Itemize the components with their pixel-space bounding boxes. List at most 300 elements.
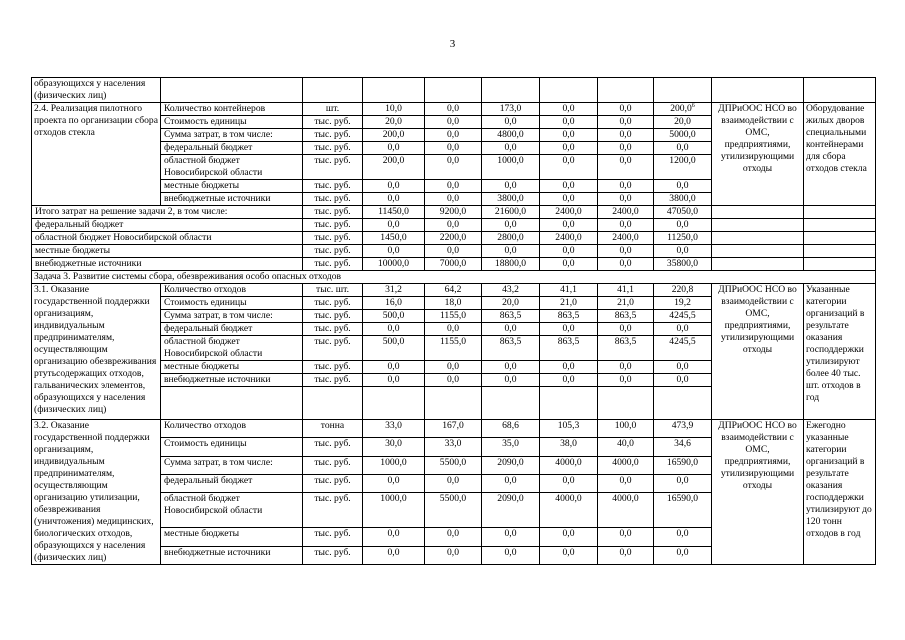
value: 0,0 <box>447 546 459 558</box>
empty-cell <box>804 232 876 245</box>
value: 30,0 <box>385 438 402 450</box>
value: 0,0 <box>562 193 575 204</box>
total-label: внебюджетные источники <box>32 258 303 271</box>
value: 0,0 <box>540 219 598 232</box>
value: 41,1 <box>560 284 577 295</box>
value-cell <box>654 297 712 310</box>
value-cell <box>425 129 482 142</box>
value-cell <box>425 310 482 323</box>
value: 20,0 <box>674 116 691 127</box>
value-cell <box>654 116 712 129</box>
indicator: областной бюджет Новосибирской области <box>161 155 303 180</box>
value: 2400,0 <box>540 206 598 219</box>
indicator: Стоимость единицы <box>161 297 303 310</box>
value-cell <box>540 284 598 297</box>
indicator: областной бюджет Новосибирской области <box>161 336 303 361</box>
value-cell <box>425 116 482 129</box>
indicator: федеральный бюджет <box>161 323 303 336</box>
measure-title: 2.4. Реализация пилотного проекта по организации сбора отходов стекла <box>32 103 161 206</box>
value-cell <box>598 129 654 142</box>
value: 0,0 <box>598 245 654 258</box>
unit: тыс. руб. <box>303 528 363 546</box>
value-cell <box>540 528 598 546</box>
value-cell <box>482 284 540 297</box>
value-cell <box>482 155 540 180</box>
unit: тыс. руб. <box>303 474 363 492</box>
unit: тыс. руб. <box>303 193 363 206</box>
unit: тыс. шт. <box>303 284 363 297</box>
value: 2400,0 <box>598 232 654 245</box>
value-cell <box>482 361 540 374</box>
value-cell <box>598 193 654 206</box>
value-cell <box>363 116 425 129</box>
unit: тыс. руб. <box>303 219 363 232</box>
value: 0,0 <box>363 219 425 232</box>
table-row <box>32 258 876 271</box>
value: 0,0 <box>387 474 400 486</box>
value-cell <box>363 456 425 474</box>
value-cell <box>482 336 540 361</box>
unit: тыс. руб. <box>303 245 363 258</box>
unit: тыс. руб. <box>303 180 363 193</box>
measure-title: 3.1. Оказание государственной поддержки организациям, индивидуальным предпринимателям, осуществляющим организацию обезвреживания ртутьсодержащих отходов, гальванических элементов, образующихся у населения (физических лиц) <box>32 284 161 420</box>
value-cell <box>363 336 425 361</box>
value-cell <box>598 456 654 474</box>
empty-cell <box>712 206 804 219</box>
value: 0,0 <box>562 528 575 540</box>
empty-cell <box>482 78 540 103</box>
value-cell <box>540 420 598 438</box>
value: 0,0 <box>447 193 459 204</box>
unit: тыс. руб. <box>303 438 363 456</box>
empty-cell <box>363 78 425 103</box>
value: 0,0 <box>447 103 459 114</box>
value: 0,0 <box>504 374 517 385</box>
value: 863,5 <box>614 336 637 347</box>
value: 0,0 <box>562 116 575 127</box>
value-cell <box>540 193 598 206</box>
value: 1000,0 <box>497 155 524 166</box>
empty-cell <box>482 387 540 420</box>
unit: тыс. руб. <box>303 361 363 374</box>
indicator: Сумма затрат, в том числе: <box>161 456 303 474</box>
value: 0,0 <box>619 361 632 372</box>
value-cell <box>425 142 482 155</box>
value: 4000,0 <box>612 456 639 468</box>
value: 0,0 <box>676 374 689 385</box>
value: 200,0 <box>382 129 405 140</box>
value: 167,0 <box>442 420 464 431</box>
value: 34,6 <box>674 438 691 450</box>
value: 5500,0 <box>439 493 467 505</box>
value: 0,0 <box>387 193 400 204</box>
value: 0,0 <box>676 142 689 153</box>
unit: шт. <box>303 103 363 116</box>
value-cell <box>654 438 712 456</box>
value: 2090,0 <box>497 493 524 505</box>
value-cell <box>598 180 654 193</box>
value: 0,0 <box>562 474 575 486</box>
value-cell <box>482 528 540 546</box>
empty-cell <box>161 78 303 103</box>
empty-cell <box>598 387 654 420</box>
value-cell <box>482 456 540 474</box>
table-row <box>32 284 876 297</box>
value: 0,0 <box>676 323 689 334</box>
value-cell <box>654 374 712 387</box>
value: 0,0 <box>598 258 654 271</box>
value-cell <box>654 546 712 564</box>
value: 863,5 <box>557 336 580 347</box>
value: 0,0 <box>387 180 400 191</box>
value: 19,2 <box>674 297 691 308</box>
value: 200,0 <box>670 103 692 114</box>
value-cell <box>482 310 540 323</box>
value: 0,0 <box>447 142 459 153</box>
table-row <box>32 245 876 258</box>
value: 0,0 <box>676 361 689 372</box>
value-cell <box>598 310 654 323</box>
footnote-mark: 6 <box>691 102 695 109</box>
value: 35800,0 <box>654 258 712 271</box>
value: 18,0 <box>444 297 462 308</box>
empty-cell <box>712 219 804 232</box>
unit: тыс. руб. <box>303 258 363 271</box>
value: 0,0 <box>387 546 400 558</box>
indicator: Количество отходов <box>161 420 303 438</box>
unit: тыс. руб. <box>303 129 363 142</box>
value: 0,0 <box>387 142 400 153</box>
value: 0,0 <box>447 116 459 127</box>
value: 0,0 <box>562 546 575 558</box>
value-cell <box>482 546 540 564</box>
value: 4000,0 <box>612 493 639 505</box>
value-cell <box>425 438 482 456</box>
value-cell <box>540 546 598 564</box>
empty-cell <box>363 387 425 420</box>
value: 0,0 <box>619 323 632 334</box>
value: 1000,0 <box>380 456 407 468</box>
task-header: Задача 3. Развитие системы сбора, обезвреживания особо опасных отходов <box>32 271 876 284</box>
page-number: 3 <box>449 38 456 50</box>
value-cell <box>598 116 654 129</box>
value: 68,6 <box>502 420 519 431</box>
empty-cell <box>425 78 482 103</box>
value-cell <box>425 323 482 336</box>
value-cell <box>598 361 654 374</box>
value: 0,0 <box>504 528 517 540</box>
value-cell <box>540 129 598 142</box>
value: 64,2 <box>444 284 462 295</box>
value-cell <box>482 116 540 129</box>
empty-cell <box>712 78 804 103</box>
indicator: Сумма затрат, в том числе: <box>161 310 303 323</box>
value: 2400,0 <box>598 206 654 219</box>
unit: тыс. руб. <box>303 546 363 564</box>
value: 5000,0 <box>669 129 696 140</box>
value: 0,0 <box>598 219 654 232</box>
unit: тыс. руб. <box>303 336 363 361</box>
value-cell <box>540 142 598 155</box>
value: 0,0 <box>619 129 632 140</box>
value: 0,0 <box>676 528 689 540</box>
table-row <box>32 271 876 284</box>
value-cell <box>425 297 482 310</box>
empty-cell <box>303 78 363 103</box>
table-body <box>32 78 876 565</box>
value: 0,0 <box>676 474 689 486</box>
value: 863,5 <box>499 310 522 321</box>
indicator: областной бюджет Новосибирской области <box>161 493 303 528</box>
total-label: областной бюджет Новосибирской области <box>32 232 303 245</box>
value: 1155,0 <box>439 336 467 347</box>
value: 500,0 <box>382 336 405 347</box>
value: 0,0 <box>504 361 517 372</box>
value-cell <box>363 103 425 116</box>
value-cell <box>598 297 654 310</box>
indicator: Стоимость единицы <box>161 438 303 456</box>
value-cell <box>540 493 598 528</box>
program-table <box>31 77 876 565</box>
value: 43,2 <box>502 284 519 295</box>
value: 863,5 <box>557 310 580 321</box>
value: 21,0 <box>617 297 634 308</box>
value: 3800,0 <box>669 193 696 204</box>
value: 0,0 <box>447 528 459 540</box>
executor: ДПРиООС НСО во взаимодействии с ОМС, предприятиями, утилизирующими отходы <box>712 420 804 565</box>
value: 0,0 <box>619 180 632 191</box>
table-row <box>32 420 876 438</box>
table-row <box>32 103 876 116</box>
value: 100,0 <box>614 420 637 431</box>
value-cell <box>425 193 482 206</box>
indicator: Количество отходов <box>161 284 303 297</box>
value: 16590,0 <box>666 456 699 468</box>
value: 473,9 <box>671 420 694 431</box>
value: 0,0 <box>387 528 400 540</box>
value: 0,0 <box>562 361 575 372</box>
unit: тыс. руб. <box>303 297 363 310</box>
value-cell <box>598 546 654 564</box>
value: 11250,0 <box>654 232 712 245</box>
empty-cell <box>161 387 303 420</box>
value-cell <box>425 420 482 438</box>
value: 0,0 <box>387 374 400 385</box>
value: 0,0 <box>504 323 517 334</box>
value-cell <box>482 493 540 528</box>
value: 0,0 <box>619 546 632 558</box>
value-cell <box>540 474 598 492</box>
value: 0,0 <box>619 116 632 127</box>
indicator: Стоимость единицы <box>161 116 303 129</box>
value: 500,0 <box>382 310 405 321</box>
value: 21,0 <box>560 297 577 308</box>
value: 20,0 <box>385 116 402 127</box>
value-cell <box>654 456 712 474</box>
value: 0,0 <box>619 474 632 486</box>
value: 0,0 <box>562 142 575 153</box>
value: 1000,0 <box>380 493 407 505</box>
value: 1155,0 <box>439 310 467 321</box>
value: 10000,0 <box>363 258 425 271</box>
value: 220,8 <box>671 284 694 295</box>
value-cell <box>363 155 425 180</box>
value: 16,0 <box>385 297 402 308</box>
table-row <box>32 219 876 232</box>
value: 0,0 <box>540 258 598 271</box>
unit: тонна <box>303 420 363 438</box>
value-cell <box>482 297 540 310</box>
value: 0,0 <box>482 245 540 258</box>
value-cell <box>363 310 425 323</box>
value: 0,0 <box>619 142 632 153</box>
unit: тыс. руб. <box>303 232 363 245</box>
value-cell <box>482 103 540 116</box>
empty-cell <box>804 219 876 232</box>
value-cell <box>482 374 540 387</box>
value: 0,0 <box>540 245 598 258</box>
value: 0,0 <box>562 180 575 191</box>
empty-cell <box>804 78 876 103</box>
value: 0,0 <box>447 374 459 385</box>
unit: тыс. руб. <box>303 142 363 155</box>
executor: ДПРиООС НСО во взаимодействии с ОМС, предприятиями, утилизирующими отходы <box>712 103 804 206</box>
value: 2800,0 <box>482 232 540 245</box>
value: 7000,0 <box>425 258 482 271</box>
table-row <box>32 232 876 245</box>
value-cell <box>482 438 540 456</box>
value-cell <box>540 336 598 361</box>
unit: тыс. руб. <box>303 206 363 219</box>
value-cell <box>425 493 482 528</box>
expected-result: Ежегодно указанные категории организаций в результате оказания господдержки утилизируют до 120 тонн отходов в год <box>804 420 876 565</box>
value-cell <box>425 103 482 116</box>
value-cell <box>540 116 598 129</box>
value: 0,0 <box>447 155 459 166</box>
indicator: местные бюджеты <box>161 180 303 193</box>
value-cell <box>363 528 425 546</box>
empty-cell <box>712 245 804 258</box>
value: 0,0 <box>425 219 482 232</box>
empty-cell <box>712 258 804 271</box>
value: 47050,0 <box>654 206 712 219</box>
value-cell <box>425 528 482 546</box>
value-cell <box>482 142 540 155</box>
value-cell <box>598 155 654 180</box>
value-cell <box>482 420 540 438</box>
value-cell <box>654 420 712 438</box>
value: 35,0 <box>502 438 519 450</box>
value-cell <box>425 361 482 374</box>
value-cell <box>482 474 540 492</box>
value: 0,0 <box>504 474 517 486</box>
value-cell <box>598 336 654 361</box>
value: 0,0 <box>447 361 459 372</box>
value-cell <box>540 155 598 180</box>
value-cell <box>425 474 482 492</box>
value: 41,1 <box>617 284 634 295</box>
value: 0,0 <box>504 116 517 127</box>
value: 31,2 <box>385 284 402 295</box>
value-cell <box>540 323 598 336</box>
value-cell <box>654 528 712 546</box>
value-cell <box>654 103 712 116</box>
value: 0,0 <box>447 129 459 140</box>
value: 0,0 <box>654 245 712 258</box>
value: 2090,0 <box>497 456 524 468</box>
value-cell <box>425 546 482 564</box>
value-cell <box>363 142 425 155</box>
value: 2400,0 <box>540 232 598 245</box>
value-cell <box>598 284 654 297</box>
value: 0,0 <box>619 193 632 204</box>
value-cell <box>598 493 654 528</box>
indicator: Количество контейнеров <box>161 103 303 116</box>
value: 1200,0 <box>669 155 696 166</box>
empty-cell <box>598 78 654 103</box>
value: 38,0 <box>560 438 577 450</box>
empty-cell <box>654 387 712 420</box>
value: 0,0 <box>504 142 517 153</box>
value-cell <box>598 374 654 387</box>
value: 105,3 <box>557 420 580 431</box>
value-cell <box>654 155 712 180</box>
value: 5500,0 <box>439 456 467 468</box>
value-cell <box>363 361 425 374</box>
value-cell <box>540 374 598 387</box>
value: 10,0 <box>385 103 402 114</box>
value: 0,0 <box>447 474 459 486</box>
value: 0,0 <box>562 155 575 166</box>
empty-cell <box>804 258 876 271</box>
value: 863,5 <box>499 336 522 347</box>
value: 0,0 <box>619 528 632 540</box>
value: 4245,5 <box>669 310 696 321</box>
value: 0,0 <box>447 323 459 334</box>
value: 4800,0 <box>497 129 524 140</box>
indicator: местные бюджеты <box>161 361 303 374</box>
table-row <box>32 206 876 219</box>
value: 3800,0 <box>497 193 524 204</box>
total-label: местные бюджеты <box>32 245 303 258</box>
unit: тыс. руб. <box>303 374 363 387</box>
empty-cell <box>654 78 712 103</box>
value-cell <box>363 374 425 387</box>
value: 33,0 <box>444 438 462 450</box>
value-cell <box>540 361 598 374</box>
executor: ДПРиООС НСО во взаимодействии с ОМС, предприятиями, утилизирующими отходы <box>712 284 804 420</box>
value-cell <box>363 193 425 206</box>
value-cell <box>363 474 425 492</box>
indicator: местные бюджеты <box>161 528 303 546</box>
value-cell <box>654 310 712 323</box>
value-cell <box>598 474 654 492</box>
expected-result: Указанные категории организаций в результате оказания господдержки утилизируют более 40 тыс. шт. отходов в год <box>804 284 876 420</box>
value-cell <box>425 284 482 297</box>
value: 11450,0 <box>363 206 425 219</box>
empty-cell <box>540 78 598 103</box>
value: 0,0 <box>425 245 482 258</box>
indicator: федеральный бюджет <box>161 142 303 155</box>
value: 0,0 <box>562 374 575 385</box>
empty-cell <box>804 206 876 219</box>
value-cell <box>363 438 425 456</box>
value: 0,0 <box>482 219 540 232</box>
empty-cell <box>540 387 598 420</box>
value: 0,0 <box>387 361 400 372</box>
value-cell <box>598 438 654 456</box>
value: 4000,0 <box>555 493 582 505</box>
